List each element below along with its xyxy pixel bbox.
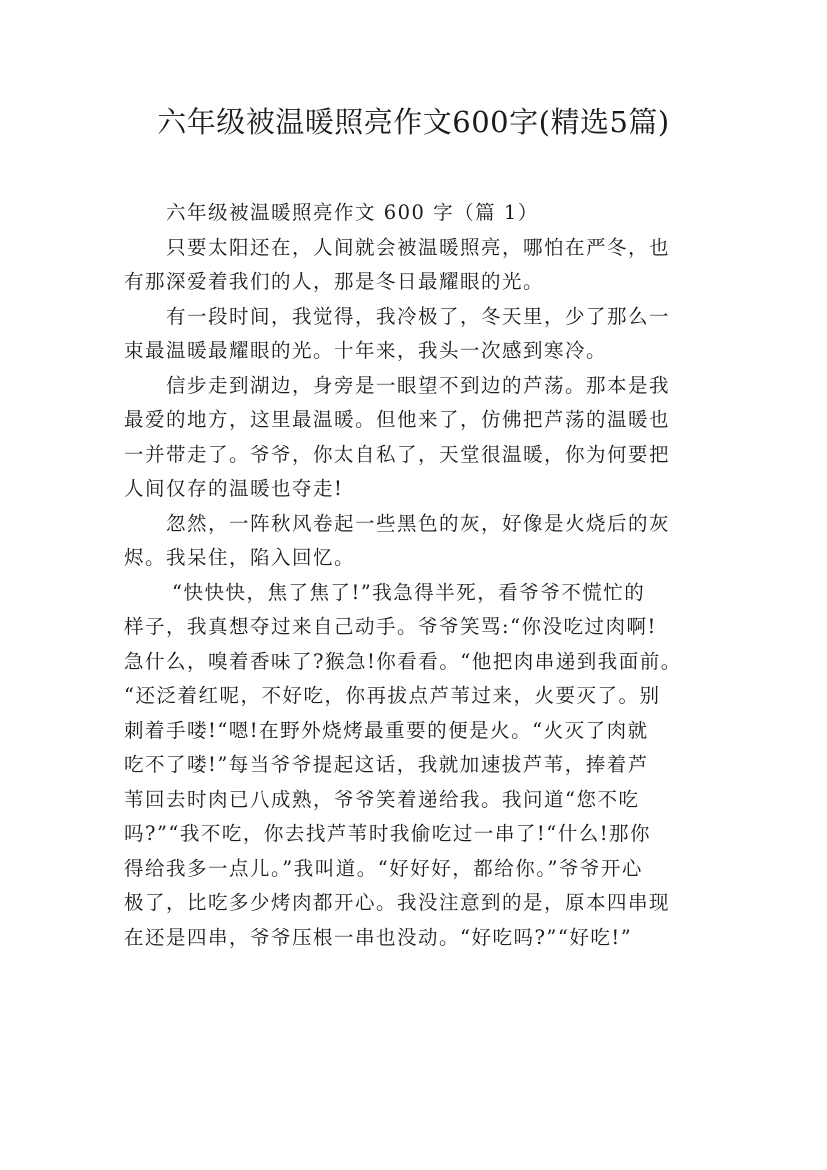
paragraph-line: 最爱的地方，这里最温暖。但他来了，仿佛把芦荡的温暖也 [124, 408, 671, 431]
paragraph-line: 忽然，一阵秋风卷起一些黑色的灰，好像是火烧后的灰 [166, 511, 671, 535]
paragraph-line: 有一段时间，我觉得，我冷极了，冬天里，少了那么一 [166, 304, 671, 328]
paragraph-line: 人间仅存的温暖也夺走! [124, 477, 344, 500]
paragraph-line: 吗?”“我不吃，你去找芦苇时我偷吃过一串了!“什么!那你 [124, 822, 652, 845]
paragraph-line: “快快快，焦了焦了!”我急得半死，看爷爷不慌忙的 [172, 580, 646, 604]
document-title: 六年级被温暖照亮作文600字(精选5篇) [157, 105, 670, 139]
paragraph-line: 刺着手喽!“嗯!在野外烧烤最重要的便是火。“火灭了肉就 [124, 718, 649, 742]
paragraph-line: 有那深爱着我们的人，那是冬日最耀眼的光。 [124, 270, 545, 293]
paragraph-line: 烬。我呆住，陷入回忆。 [124, 546, 356, 569]
section-heading: 六年级被温暖照亮作文 600 字（篇 1） [166, 201, 539, 224]
paragraph-line: 样子，我真想夺过来自己动手。爷爷笑骂:“你没吃过肉啊! [124, 615, 657, 638]
document-body [124, 196, 706, 955]
paragraph-line: 在还是四串，爷爷压根一串也没动。“好吃吗?”“好吃!” [124, 925, 633, 949]
paragraph-1 [124, 231, 706, 300]
paragraph-line: 只要太阳还在，人间就会被温暖照亮，哪怕在严冬，也 [166, 235, 671, 259]
paragraph-line: 吃不了喽!”每当爷爷提起这话，我就加速拔芦苇，捧着芦 [124, 753, 649, 776]
paragraph-5 [124, 576, 706, 956]
paragraph-3 [124, 369, 706, 507]
paragraph-line: 苇回去时肉已八成熟，爷爷笑着递给我。我问道“您不吃 [124, 787, 640, 811]
paragraph-4 [124, 507, 706, 576]
paragraph-line: 得给我多一点儿。”我叫道。“好好好，都给你。”爷爷开心 [124, 856, 643, 880]
paragraph-line: 极了，比吃多少烤肉都开心。我没注意到的是，原本四串现 [124, 891, 671, 914]
paragraph-line: 一并带走了。爷爷，你太自私了，天堂很温暖，你为何要把 [124, 442, 671, 466]
paragraph-2 [124, 300, 706, 369]
paragraph-line: 束最温暖最耀眼的光。十年来，我头一次感到寒冷。 [124, 339, 608, 362]
paragraph-line: 急什么，嗅着香味了?猴急!你看看。“他把肉串递到我面前。 [124, 649, 682, 673]
paragraph-line: “还泛着红呢，不好吃，你再拔点芦苇过来，火要灭了。别 [124, 684, 661, 707]
paragraph-line: 信步走到湖边，身旁是一眼望不到边的芦荡。那本是我 [166, 373, 671, 397]
